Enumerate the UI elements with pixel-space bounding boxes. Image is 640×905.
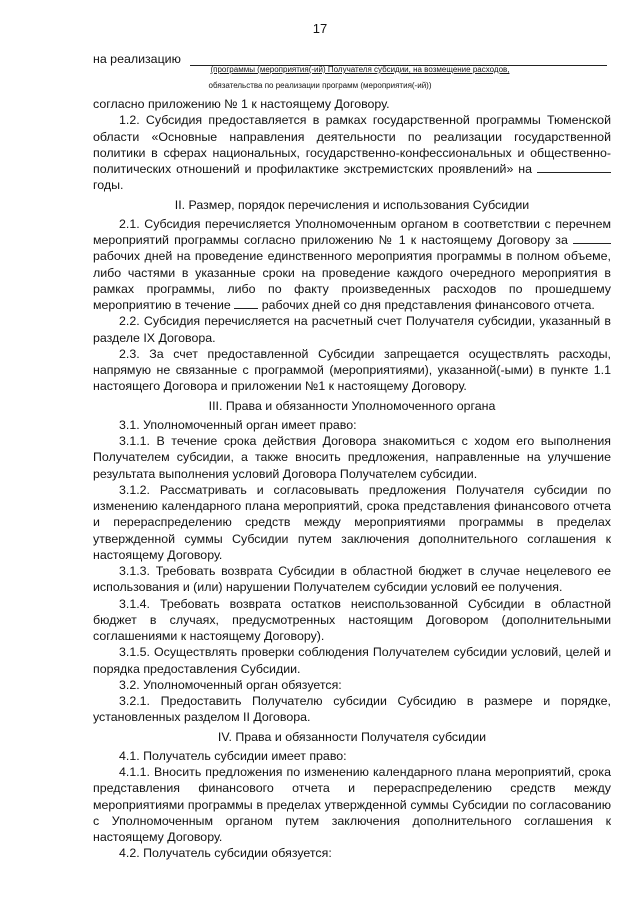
- paragraph-text: 2.1. Субсидия перечисляется Уполномоченным органом в соответствии с перечнем мероприятий программы согласно приложению № 1 к настоящему Договору за: [93, 216, 611, 247]
- paragraph-3-2: 3.2. Уполномоченный орган обязуется:: [119, 677, 342, 692]
- paragraph-2-1: [93, 216, 611, 314]
- paragraph-3-1-2: 3.1.2. Рассматривать и согласовывать предложения Получателя субсидии по изменению календарного плана мероприятий, срока представления финансового отчета и перераспределению средств между мероприятиями программы в пределах утвержденной суммы Субсидии путем заключения дополнительного соглашения к настоящему Договору.: [93, 482, 611, 562]
- paragraph-3-1-3: 3.1.3. Требовать возврата Субсидии в областной бюджет в случае нецелевого ее использования и (или) нарушении Получателем субсидии условий ее получения.: [93, 564, 611, 595]
- paragraph-3-1-1: 3.1.1. В течение срока действия Договора знакомиться с ходом его выполнения Получателем субсидии, а также вносить предложения, направленные на улучшение результата выполнения условий Договора Получателем субсидии.: [93, 434, 611, 481]
- section-4-title: IV. Права и обязанности Получателя субсидии: [217, 729, 487, 744]
- paragraph-text: рабочих дней на проведение единственного мероприятия программы в полном объеме, либо частями в указанные сроки на проведение каждого очередного мероприятия в рамках программы, либо по факту произведенных расходов по прошедшему мероприятию в течение: [93, 249, 611, 312]
- paragraph-text: годы.: [93, 178, 124, 193]
- paragraph-4-1: 4.1. Получатель субсидии имеет право:: [119, 748, 347, 763]
- paragraph-4-2: 4.2. Получатель субсидии обязуется:: [119, 846, 332, 861]
- paragraph-3-1-4: 3.1.4. Требовать возврата остатков неиспользованной Субсидии в областной бюджет в случаях, предусмотренных настоящим Договором (дополнительными соглашениями к настоящему Договору).: [93, 596, 611, 643]
- blank-days-2: [234, 297, 258, 309]
- paragraph-3-1-5: 3.1.5. Осуществлять проверки соблюдения Получателем субсидии условий, целей и порядка предоставления Субсидии.: [93, 645, 611, 676]
- paragraph-text: рабочих дней со дня представления финансового отчета.: [261, 298, 595, 312]
- paragraph-2-2: 2.2. Субсидия перечисляется на расчетный счет Получателя субсидии, указанный в разделе IX Договора.: [93, 314, 611, 345]
- paragraph-4-1-1: 4.1.1. Вносить предложения по изменению календарного плана мероприятий, срока представления финансового отчета и перераспределению средств между мероприятиями программы в пределах утвержденной суммы Субсидии по согласованию с Уполномоченным органом путем заключения дополнительного соглашения к настоящему Договору.: [93, 765, 611, 844]
- paragraph-3-2-1: 3.2.1. Предоставить Получателю субсидии Субсидию в размере и порядке, установленных разделом II Договора.: [93, 694, 611, 725]
- realization-lead: на реализацию: [93, 52, 181, 66]
- paragraph-text: 1.2. Субсидия предоставляется в рамках государственной программы Тюменской области «Основные направления деятельности по реализации государственной политики в сферах национальных, государственно-конфессиональных и общественно-политических отношений и профилактике экстремистских проявлений» на: [93, 113, 611, 176]
- section-3-title: III. Права и обязанности Уполномоченного органа: [208, 398, 496, 413]
- paragraph-1-1-end: согласно приложению № 1 к настоящему Договору.: [93, 97, 390, 111]
- page-number: 17: [312, 21, 328, 36]
- section-2-title: II. Размер, порядок перечисления и использования Субсидии: [174, 197, 530, 212]
- document-body: [93, 96, 611, 862]
- paragraph-1-2: [93, 112, 611, 193]
- blank-days-1: [573, 232, 611, 244]
- paragraph-2-3: 2.3. За счет предоставленной Субсидии запрещается осуществлять расходы, напрямую не связанные с программой (мероприятиями), указанной(-ыми) в пункте 1.1 настоящего Договора и приложении №1 к настоящему Договору.: [93, 346, 611, 394]
- paragraph-3-1: 3.1. Уполномоченный орган имеет право:: [119, 417, 357, 432]
- fill-in-caption-1: (программы (мероприятия(-ий) Получателя субсидии, на возмещение расходов,: [210, 65, 510, 74]
- blank-years: [537, 161, 611, 173]
- fill-in-caption-2: обязательства по реализации программ (мероприятия(-ий)): [208, 81, 432, 90]
